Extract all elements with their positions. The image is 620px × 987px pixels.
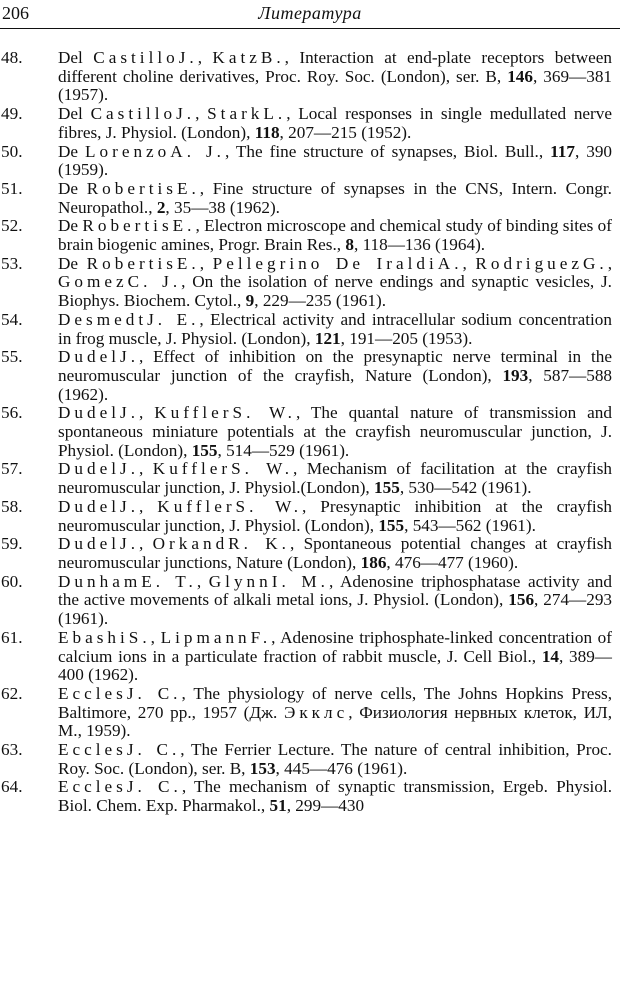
reference-number: 50. bbox=[1, 141, 23, 161]
reference-number: 57. bbox=[1, 459, 23, 479]
reference-entry bbox=[0, 255, 612, 311]
author-name: DudelJ. bbox=[58, 496, 139, 516]
reference-list bbox=[0, 49, 612, 816]
author-name: DudelJ. bbox=[58, 403, 139, 423]
page-number: 206 bbox=[2, 3, 29, 23]
reference-text: , 299—430 bbox=[286, 796, 365, 816]
reference-text: , Interaction at end-plate receptors between different choline derivatives, Proc. Roy. Soc. (London), ser. B, bbox=[58, 48, 613, 86]
reference-text: , Electron microscope and chemical study of binding sites of brain biogenic amines, Progr. Brain Res., bbox=[58, 216, 612, 255]
reference-text: , bbox=[196, 571, 209, 591]
reference-entry bbox=[0, 573, 612, 629]
reference-text: , 543—562 (1961). bbox=[404, 515, 536, 535]
reference-text: , 476—477 (1960). bbox=[386, 552, 519, 572]
reference-text: , On the isolation of nerve endings and synaptic vesicles, J. Biophys. Biochem. Cytol., bbox=[58, 272, 612, 311]
author-name: KatzB. bbox=[212, 48, 285, 67]
page-header bbox=[0, 0, 620, 30]
reference-entry bbox=[0, 741, 612, 778]
reference-text: , bbox=[139, 403, 155, 423]
volume-number: 14 bbox=[541, 646, 560, 666]
reference-text: , Electrical activity and intracellular sodium concentration in frog muscle, J. Physiol. (London), bbox=[58, 309, 612, 348]
author-name: OrkandR. K. bbox=[152, 534, 290, 554]
author-name: CastilloJ. bbox=[90, 104, 196, 124]
reference-text: , bbox=[462, 253, 476, 273]
reference-text: , The quantal nature of transmission and spontaneous miniature potentials at the crayfish neuromuscular junction, J. Physiol. (London), bbox=[58, 403, 612, 460]
author-name: DudelJ. bbox=[58, 347, 139, 367]
reference-text: , bbox=[139, 459, 153, 479]
author-name: Pellegrino De IraldiA. bbox=[212, 253, 463, 273]
reference-number: 56. bbox=[1, 403, 23, 423]
volume-number: 156 bbox=[508, 590, 535, 610]
reference-entry bbox=[0, 685, 612, 741]
reference-entry bbox=[0, 180, 612, 217]
reference-entry bbox=[0, 460, 612, 497]
author-name: StarkL. bbox=[207, 104, 287, 124]
reference-text: , bbox=[139, 534, 153, 554]
reference-text: , 118—136 (1964). bbox=[353, 235, 486, 255]
volume-number: 193 bbox=[502, 365, 529, 385]
reference-text: Del bbox=[58, 48, 94, 67]
volume-number: 153 bbox=[249, 758, 276, 778]
volume-number: 2 bbox=[156, 197, 166, 217]
volume-number: 9 bbox=[245, 291, 255, 311]
author-name: LipmannF. bbox=[160, 627, 272, 647]
reference-text: , Adenosine triphosphatase activity and the active movements of alkali metal ions, J. Physiol. (London), bbox=[58, 571, 612, 610]
reference-text: Del bbox=[58, 104, 91, 124]
reference-text: , The fine structure of synapses, Biol. Bull., bbox=[224, 141, 551, 161]
reference-text: , Spontaneous potential changes at crayfish neuromuscular junctions, Nature (London), bbox=[58, 534, 612, 572]
author-name: DunhamE. T. bbox=[58, 571, 197, 591]
reference-text: , 530—542 (1961). bbox=[399, 478, 532, 498]
author-name: RodriguezG. bbox=[475, 253, 608, 273]
reference-number: 54. bbox=[1, 309, 23, 329]
reference-text: , 207—215 (1952). bbox=[279, 122, 412, 142]
running-title: Литература bbox=[258, 3, 362, 23]
author-name: EbashiS. bbox=[58, 627, 151, 647]
reference-text: , bbox=[197, 48, 213, 67]
reference-number: 58. bbox=[1, 496, 23, 516]
reference-text: , 274—293 (1961). bbox=[58, 590, 613, 629]
reference-entry bbox=[0, 498, 612, 535]
reference-number: 51. bbox=[1, 178, 23, 198]
author-name: LorenzoA. J. bbox=[85, 141, 225, 161]
reference-number: 55. bbox=[1, 347, 23, 367]
author-name: KufflerS. W. bbox=[157, 496, 303, 516]
volume-number: 118 bbox=[254, 122, 280, 142]
reference-entry bbox=[0, 217, 612, 254]
reference-text: , Effect of inhibition on the presynaptic nerve terminal in the neuromuscular junction of the crayfish, Nature (London), bbox=[58, 347, 612, 385]
header-rule bbox=[0, 28, 620, 29]
volume-number: 51 bbox=[269, 796, 287, 816]
volume-number: 155 bbox=[191, 440, 218, 460]
reference-number: 60. bbox=[1, 571, 23, 591]
reference-number: 61. bbox=[1, 627, 23, 647]
volume-number: 146 bbox=[507, 66, 533, 86]
reference-text: , bbox=[195, 104, 208, 124]
reference-entry bbox=[0, 348, 612, 404]
volume-number: 186 bbox=[360, 552, 387, 572]
reference-text: De bbox=[58, 178, 87, 198]
reference-text: , 389—400 (1962). bbox=[58, 646, 612, 685]
reference-text: , Local responses in single medullated nerve fibres, J. Physiol. (London), bbox=[58, 104, 612, 142]
volume-number: 121 bbox=[314, 328, 341, 348]
reference-number: 52. bbox=[1, 216, 23, 236]
volume-number: 155 bbox=[378, 515, 405, 535]
reference-text: , bbox=[199, 253, 213, 273]
author-name: GomezC. J. bbox=[58, 272, 182, 292]
reference-text: , Fine structure of synapses in the CNS, Intern. Congr. Neuropathol., bbox=[58, 178, 612, 217]
reference-entry bbox=[0, 105, 612, 142]
author-name: DudelJ. bbox=[58, 459, 139, 479]
reference-text: , 191—205 (1953). bbox=[340, 328, 473, 348]
author-name: GlynnI. M. bbox=[208, 571, 329, 591]
reference-entry bbox=[0, 778, 612, 815]
reference-number: 63. bbox=[1, 740, 23, 760]
reference-text: , Физиология нервных клеток, ИЛ, М., 1959). bbox=[58, 702, 613, 741]
reference-text: , Adenosine triphosphate-linked concentration of calcium ions in a particulate fraction of rabbit muscle, J. Cell Biol., bbox=[58, 627, 613, 666]
reference-text: De bbox=[58, 216, 83, 236]
volume-number: 8 bbox=[345, 235, 354, 255]
reference-text: , 390 (1959). bbox=[58, 141, 613, 180]
reference-entry bbox=[0, 535, 612, 572]
reference-text: , bbox=[607, 253, 613, 273]
volume-number: 117 bbox=[550, 141, 575, 161]
reference-text: , 587—588 (1962). bbox=[58, 365, 613, 404]
reference-text: , 445—476 (1961). bbox=[275, 758, 408, 778]
author-name: KufflerS. W. bbox=[154, 403, 296, 423]
volume-number: 155 bbox=[374, 478, 400, 498]
author-name: DesmedtJ. E. bbox=[58, 309, 200, 329]
author-name: EcclesJ. C. bbox=[58, 777, 182, 797]
reference-entry bbox=[0, 629, 612, 685]
reference-entry bbox=[0, 311, 612, 348]
author-name: RobertisE. bbox=[86, 178, 200, 198]
reference-text: , 514—529 (1961). bbox=[217, 440, 350, 460]
reference-number: 49. bbox=[1, 104, 23, 124]
reference-number: 62. bbox=[1, 683, 23, 703]
reference-text: , The physiology of nerve cells, The Johns Hopkins Press, Baltimore, 270 pp., 1957 (Дж. bbox=[58, 683, 612, 722]
reference-text: De bbox=[58, 253, 87, 273]
reference-text: , bbox=[139, 496, 158, 516]
author-name: RobertisE. bbox=[86, 253, 200, 273]
reference-entry bbox=[0, 143, 612, 180]
reference-text: , Presynaptic inhibition at the crayfish neuromuscular junction, J. Physiol. (London), bbox=[58, 496, 612, 535]
reference-text: , 229—235 (1961). bbox=[254, 291, 386, 311]
author-name: KufflerS. W. bbox=[152, 459, 294, 479]
author-name: EcclesJ. C. bbox=[58, 683, 182, 703]
author-name: CastilloJ. bbox=[93, 48, 198, 67]
reference-text: , 35—38 (1962). bbox=[165, 197, 280, 217]
author-name: Экклс bbox=[283, 702, 349, 722]
reference-text: , The Ferrier Lecture. The nature of central inhibition, Proc. Roy. Soc. (London), ser. B, bbox=[58, 740, 612, 778]
author-name: RobertisE. bbox=[82, 216, 196, 236]
reference-number: 59. bbox=[1, 534, 23, 554]
reference-number: 64. bbox=[1, 777, 23, 797]
reference-entry bbox=[0, 49, 612, 105]
reference-entry bbox=[0, 404, 612, 460]
reference-text: De bbox=[58, 141, 86, 161]
author-name: DudelJ. bbox=[58, 534, 139, 554]
reference-text: , 369—381 (1957). bbox=[58, 66, 613, 105]
reference-number: 53. bbox=[1, 253, 23, 273]
reference-text: , bbox=[150, 627, 161, 647]
reference-text: , Mechanism of facilitation at the crayfish neuromuscular junction, J. Physiol.(London), bbox=[58, 459, 612, 498]
author-name: EcclesJ. C. bbox=[58, 740, 181, 760]
reference-number: 48. bbox=[1, 48, 23, 67]
reference-text: , The mechanism of synaptic transmission, Ergeb. Physiol. Biol. Chem. Exp. Pharmakol., bbox=[58, 777, 612, 816]
